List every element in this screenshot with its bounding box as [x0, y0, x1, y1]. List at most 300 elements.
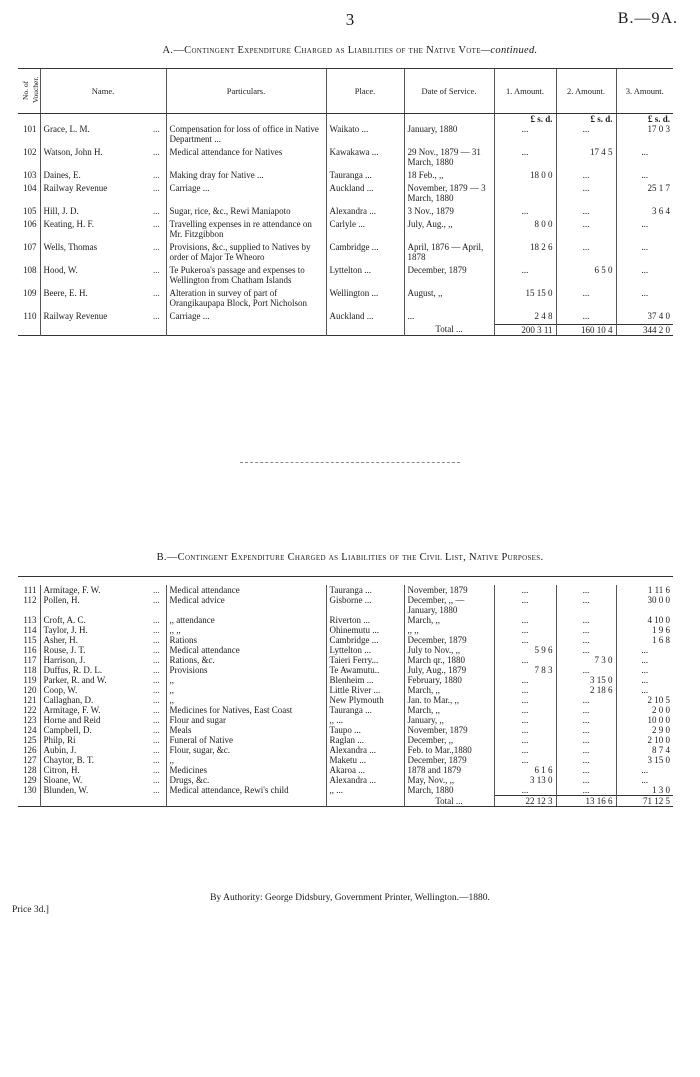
authority-line: By Authority: George Didsbury, Government Printer, Wellington.—1880.	[210, 893, 490, 903]
amount3-cell: 17 0 3	[616, 124, 673, 144]
amount3-cell: 1 9 6	[616, 625, 673, 635]
voucher-number: 102	[23, 147, 37, 157]
amount1-cell: ...	[494, 675, 556, 685]
amount3-cell: 2 10 0	[616, 735, 673, 745]
section-b-title-main: Contingent Expenditure Charged as Liabilities of the Civil List, Native Purposes.	[177, 552, 544, 563]
date-cell: ,, ,,	[404, 625, 494, 635]
place-cell: Blenheim ...	[326, 675, 404, 685]
amount2-cell: ...	[556, 311, 616, 321]
table-row	[18, 675, 673, 685]
particulars-cell: Medical advice	[166, 595, 326, 615]
particulars-cell: Flour, sugar, &c.	[166, 745, 326, 755]
amount3-cell: 2 9 0	[616, 725, 673, 735]
col-voucher-header: No. of Voucher.	[18, 69, 40, 114]
col-amount3-header: 3. Amount.	[616, 69, 673, 114]
date-cell: ...	[404, 311, 494, 321]
table-row	[18, 265, 673, 285]
units-label: £ s. d.	[556, 114, 616, 125]
amount3-cell: 1 3 0	[616, 785, 673, 796]
table-row	[18, 725, 673, 735]
dots: ...	[153, 765, 160, 775]
dots: ...	[153, 685, 160, 695]
section-b-title-prefix: B.—	[156, 552, 178, 563]
date-cell: March qr., 1880	[404, 655, 494, 665]
dots: ...	[153, 615, 160, 625]
place-cell: Tauranga ...	[326, 170, 404, 180]
table-row	[18, 311, 673, 321]
amount2-cell: ...	[556, 765, 616, 775]
col-amount2-header: 2. Amount.	[556, 69, 616, 114]
amount3-cell: 2 0 0	[616, 705, 673, 715]
amount1-cell: ...	[494, 655, 556, 665]
section-a-table	[18, 68, 673, 338]
page-number: 3	[345, 10, 355, 29]
amount2-cell: ...	[556, 625, 616, 635]
payee-name: Parker, R. and W.	[40, 675, 150, 685]
place-cell: Alexandra ...	[326, 745, 404, 755]
date-cell: November, 1879	[404, 585, 494, 595]
units-row	[18, 114, 673, 125]
dots: ...	[153, 242, 160, 252]
place-cell: Cambridge ...	[326, 635, 404, 645]
amount3-cell: 30 0 0	[616, 595, 673, 615]
payee-name: Aubin, J.	[40, 745, 150, 755]
particulars-cell: Medicines for Natives, East Coast	[166, 705, 326, 715]
amount2-cell: ...	[556, 595, 616, 615]
voucher-number: 101	[23, 124, 37, 134]
date-cell: February, 1880	[404, 675, 494, 685]
place-cell: Akaroa ...	[326, 765, 404, 775]
amount2-cell: ...	[556, 785, 616, 796]
voucher-number: 121	[23, 695, 37, 705]
amount1-cell	[494, 183, 556, 203]
payee-name: Watson, John H.	[40, 147, 150, 167]
amount1-cell: ...	[494, 625, 556, 635]
amount2-cell: ...	[556, 735, 616, 745]
date-cell: April, 1876 — April, 1878	[404, 242, 494, 262]
dots: ...	[153, 585, 160, 595]
table-row	[18, 755, 673, 765]
dots: ...	[153, 219, 160, 229]
units-label: £ s. d.	[494, 114, 556, 125]
place-cell: Te Awamutu..	[326, 665, 404, 675]
date-cell: November, 1879	[404, 725, 494, 735]
spacer	[40, 796, 166, 807]
particulars-cell: Medical attendance	[166, 585, 326, 595]
particulars-cell: Provisions	[166, 665, 326, 675]
spacer	[166, 324, 326, 335]
particulars-cell: Alteration in survey of part of Orangikaupapa Block, Port Nicholson	[166, 288, 326, 308]
amount1-cell: ...	[494, 785, 556, 796]
place-cell: Tauranga ...	[326, 705, 404, 715]
particulars-cell: Medicines	[166, 765, 326, 775]
total-label: Total ...	[404, 796, 494, 807]
dots: ...	[153, 311, 160, 321]
section-b-top-rule	[18, 577, 673, 586]
spacer	[326, 796, 404, 807]
dots: ...	[153, 170, 160, 180]
total-amount3: 344 2 0	[616, 324, 673, 335]
voucher-number: 120	[23, 685, 37, 695]
place-cell: Auckland ...	[326, 311, 404, 321]
dots: ...	[153, 665, 160, 675]
voucher-number: 110	[23, 311, 37, 321]
date-cell: May, Nov., ,,	[404, 775, 494, 785]
table-row	[18, 645, 673, 655]
particulars-cell: Sugar, rice, &c., Rewi Maniapoto	[166, 206, 326, 216]
section-a-title-prefix: A.—	[162, 45, 185, 56]
amount1-cell: ...	[494, 695, 556, 705]
amount1-cell: ...	[494, 745, 556, 755]
voucher-number: 116	[23, 645, 37, 655]
dots: ...	[153, 745, 160, 755]
amount3-cell: 25 1 7	[616, 183, 673, 203]
place-cell: Taupo ...	[326, 725, 404, 735]
dots: ...	[153, 288, 160, 298]
dots: ...	[153, 705, 160, 715]
payee-name: Campbell, D.	[40, 725, 150, 735]
place-cell: Kawakawa ...	[326, 147, 404, 167]
voucher-number: 113	[23, 615, 37, 625]
amount2-cell: 6 5 0	[556, 265, 616, 285]
voucher-number: 114	[23, 625, 37, 635]
dots: ...	[153, 755, 160, 765]
particulars-cell: Funeral of Native	[166, 735, 326, 745]
amount2-cell: ...	[556, 615, 616, 625]
amount1-cell: ...	[494, 585, 556, 595]
payee-name: Horne and Reid	[40, 715, 150, 725]
particulars-cell: Carriage ...	[166, 183, 326, 203]
payee-name: Philp, Ri	[40, 735, 150, 745]
particulars-cell: Medical attendance, Rewi's child	[166, 785, 326, 796]
table-row	[18, 685, 673, 695]
payee-name: Callaghan, D.	[40, 695, 150, 705]
payee-name: Blunden, W.	[40, 785, 150, 796]
table-row	[18, 219, 673, 239]
amount1-cell: 8 0 0	[494, 219, 556, 239]
amount3-cell: 8 7 4	[616, 745, 673, 755]
dots: ...	[153, 635, 160, 645]
table-row	[18, 705, 673, 715]
total-amount3: 71 12 5	[616, 796, 673, 807]
dots: ...	[153, 725, 160, 735]
amount1-cell: ...	[494, 735, 556, 745]
voucher-number: 103	[23, 170, 37, 180]
amount1-cell: 18 0 0	[494, 170, 556, 180]
amount2-cell: ...	[556, 695, 616, 705]
particulars-cell: Medical attendance	[166, 645, 326, 655]
amount2-cell: ...	[556, 206, 616, 216]
amount3-cell: 2 10 5	[616, 695, 673, 705]
dots: ...	[153, 183, 160, 193]
payee-name: Keating, H. F.	[40, 219, 150, 239]
amount1-cell: 3 13 0	[494, 775, 556, 785]
dots: ...	[153, 595, 160, 605]
amount3-cell: ...	[616, 765, 673, 775]
dots: ...	[153, 675, 160, 685]
voucher-number: 119	[23, 675, 37, 685]
amount3-cell: ...	[616, 685, 673, 695]
price-label: Price 3d.]	[12, 905, 49, 915]
amount3-cell: ...	[616, 219, 673, 239]
amount1-cell: ...	[494, 685, 556, 695]
place-cell: Riverton ...	[326, 615, 404, 625]
total-amount2: 160 10 4	[556, 324, 616, 335]
place-cell: Raglan ...	[326, 735, 404, 745]
amount2-cell: 17 4 5	[556, 147, 616, 167]
table-row	[18, 595, 673, 615]
amount2-cell: ...	[556, 219, 616, 239]
table-row	[18, 124, 673, 144]
col-amount1-header: 1. Amount.	[494, 69, 556, 114]
voucher-number: 111	[23, 585, 37, 595]
amount3-cell: ...	[616, 147, 673, 167]
spacer	[40, 324, 166, 335]
voucher-number: 109	[23, 288, 37, 298]
amount1-cell: ...	[494, 147, 556, 167]
voucher-number: 123	[23, 715, 37, 725]
payee-name: Rouse, J. T.	[40, 645, 150, 655]
units-label: £ s. d.	[616, 114, 673, 125]
dots: ...	[153, 124, 160, 134]
amount1-cell: 18 2 6	[494, 242, 556, 262]
table-row	[18, 147, 673, 167]
particulars-cell: Drugs, &c.	[166, 775, 326, 785]
col-particulars-header: Particulars.	[166, 69, 326, 114]
voucher-number: 129	[23, 775, 37, 785]
amount1-cell: 15 15 0	[494, 288, 556, 308]
dots: ...	[153, 147, 160, 157]
payee-name: Grace, L. M.	[40, 124, 150, 144]
amount2-cell: ...	[556, 242, 616, 262]
particulars-cell: Carriage ...	[166, 311, 326, 321]
table-row	[18, 170, 673, 180]
amount2-cell: ...	[556, 775, 616, 785]
table-row	[18, 288, 673, 308]
amount1-cell: ...	[494, 635, 556, 645]
amount1-cell: ...	[494, 265, 556, 285]
amount2-cell: ...	[556, 755, 616, 765]
particulars-cell: Travelling expenses in re attendance on Mr. Fitzgibbon	[166, 219, 326, 239]
date-cell: December, 1879	[404, 755, 494, 765]
amount2-cell: ...	[556, 715, 616, 725]
place-cell: ,, ...	[326, 715, 404, 725]
col-name-header: Name.	[40, 69, 166, 114]
amount2-cell: ...	[556, 635, 616, 645]
amount1-cell: ...	[494, 725, 556, 735]
date-cell: Jan. to Mar., ,,	[404, 695, 494, 705]
particulars-cell: ,, ,,	[166, 625, 326, 635]
voucher-number: 124	[23, 725, 37, 735]
voucher-number: 112	[23, 595, 37, 605]
date-cell: July, Aug., 1879	[404, 665, 494, 675]
particulars-cell: ,,	[166, 755, 326, 765]
voucher-number: 115	[23, 635, 37, 645]
amount1-cell: ...	[494, 124, 556, 144]
amount2-cell: ...	[556, 725, 616, 735]
particulars-cell: ,,	[166, 675, 326, 685]
table-row	[18, 745, 673, 755]
amount1-cell: ...	[494, 755, 556, 765]
payee-name: Railway Revenue	[40, 311, 150, 321]
place-cell: Lyttelton ...	[326, 645, 404, 655]
table-bottom-rule	[18, 807, 673, 810]
section-divider	[240, 462, 460, 463]
voucher-number: 106	[23, 219, 37, 229]
voucher-number: 125	[23, 735, 37, 745]
spacer	[166, 796, 326, 807]
particulars-cell: Meals	[166, 725, 326, 735]
table-bottom-rule	[18, 335, 673, 338]
place-cell: Waikato ...	[326, 124, 404, 144]
particulars-cell: Rations, &c.	[166, 655, 326, 665]
voucher-number: 104	[23, 183, 37, 193]
table-row	[18, 735, 673, 745]
total-amount1: 22 12 3	[494, 796, 556, 807]
dots: ...	[153, 625, 160, 635]
amount3-cell: ...	[616, 265, 673, 285]
table-row	[18, 655, 673, 665]
amount1-cell: ...	[494, 705, 556, 715]
amount3-cell: 3 6 4	[616, 206, 673, 216]
table-row	[18, 183, 673, 203]
voucher-number: 126	[23, 745, 37, 755]
amount1-cell: ...	[494, 595, 556, 615]
voucher-number: 118	[23, 665, 37, 675]
place-cell: Alexandra ...	[326, 775, 404, 785]
amount2-cell: ...	[556, 665, 616, 675]
amount3-cell: ...	[616, 170, 673, 180]
payee-name: Citron, H.	[40, 765, 150, 775]
payee-name: Pollen, H.	[40, 595, 150, 615]
section-a-title-suffix: —continued.	[480, 45, 538, 56]
voucher-number: 127	[23, 755, 37, 765]
amount3-cell: ...	[616, 655, 673, 665]
section-b-table	[18, 576, 673, 809]
amount2-cell: ...	[556, 288, 616, 308]
particulars-cell: Rations	[166, 635, 326, 645]
col-place-header: Place.	[326, 69, 404, 114]
amount2-cell: ...	[556, 183, 616, 203]
dots: ...	[153, 715, 160, 725]
amount2-cell: 7 3 0	[556, 655, 616, 665]
payee-name: Hood, W.	[40, 265, 150, 285]
amount2-cell: ...	[556, 124, 616, 144]
payee-name: Armitage, F. W.	[40, 585, 150, 595]
dots: ...	[153, 695, 160, 705]
voucher-number: 122	[23, 705, 37, 715]
amount1-cell: 7 8 3	[494, 665, 556, 675]
place-cell: Ohinemutu ...	[326, 625, 404, 635]
payee-name: Croft, A. C.	[40, 615, 150, 625]
voucher-number: 117	[23, 655, 37, 665]
spacer	[18, 324, 40, 335]
dots: ...	[153, 265, 160, 275]
total-label: Total ...	[404, 324, 494, 335]
date-cell: Feb. to Mar.,1880	[404, 745, 494, 755]
particulars-cell: Te Pukeroa's passage and expenses to Wellington from Chatham Islands	[166, 265, 326, 285]
date-cell: December, ,, — January, 1880	[404, 595, 494, 615]
total-row	[18, 324, 673, 335]
date-cell: 29 Nov., 1879 — 31 March, 1880	[404, 147, 494, 167]
amount2-cell: 2 18 6	[556, 685, 616, 695]
amount3-cell: ...	[616, 675, 673, 685]
voucher-number: 105	[23, 206, 37, 216]
section-a-header-row	[18, 69, 673, 114]
date-cell: 18 Feb., ,,	[404, 170, 494, 180]
amount2-cell: ...	[556, 170, 616, 180]
table-row	[18, 615, 673, 625]
date-cell: 3 Nov., 1879	[404, 206, 494, 216]
place-cell: Lyttelton ...	[326, 265, 404, 285]
place-cell: Gisborne ...	[326, 595, 404, 615]
date-cell: July to Nov., ,,	[404, 645, 494, 655]
particulars-cell: ,,	[166, 695, 326, 705]
place-cell: Alexandra ...	[326, 206, 404, 216]
total-amount2: 13 16 6	[556, 796, 616, 807]
dots: ...	[153, 655, 160, 665]
place-cell: Carlyle ...	[326, 219, 404, 239]
amount3-cell: 4 10 0	[616, 615, 673, 625]
payee-name: Daines, E.	[40, 170, 150, 180]
particulars-cell: Compensation for loss of office in Native Department ...	[166, 124, 326, 144]
date-cell: November, 1879 — 3 March, 1880	[404, 183, 494, 203]
dots: ...	[153, 206, 160, 216]
dots: ...	[153, 775, 160, 785]
voucher-number: 130	[23, 785, 37, 795]
table-row	[18, 242, 673, 262]
place-cell: Maketu ...	[326, 755, 404, 765]
date-cell: December, 1879	[404, 635, 494, 645]
total-row	[18, 796, 673, 807]
particulars-cell: Flour and sugar	[166, 715, 326, 725]
place-cell: New Plymouth	[326, 695, 404, 705]
table-row	[18, 585, 673, 595]
document-code: B.—9A.	[617, 10, 678, 27]
particulars-cell: ,,	[166, 685, 326, 695]
payee-name: Chaytor, B. T.	[40, 755, 150, 765]
amount3-cell: ...	[616, 665, 673, 675]
date-cell: 1878 and 1879	[404, 765, 494, 775]
dots: ...	[153, 785, 160, 795]
voucher-number: 107	[23, 242, 37, 252]
payee-name: Armitage, F. W.	[40, 705, 150, 715]
voucher-number: 128	[23, 765, 37, 775]
place-cell: Tauranga ...	[326, 585, 404, 595]
amount3-cell: 1 6 8	[616, 635, 673, 645]
dots: ...	[153, 645, 160, 655]
section-b-title	[0, 552, 700, 563]
table-row	[18, 635, 673, 645]
date-cell: March, ,,	[404, 685, 494, 695]
date-cell: March, ,,	[404, 615, 494, 625]
table-row	[18, 206, 673, 216]
payee-name: Asher, H.	[40, 635, 150, 645]
spacer	[18, 796, 40, 807]
date-cell: December, 1879	[404, 265, 494, 285]
date-cell: July, Aug., ,,	[404, 219, 494, 239]
payee-name: Taylor, J. H.	[40, 625, 150, 635]
date-cell: January, ,,	[404, 715, 494, 725]
date-cell: March, ,,	[404, 705, 494, 715]
table-row	[18, 785, 673, 796]
amount3-cell: ...	[616, 288, 673, 308]
amount1-cell: ...	[494, 615, 556, 625]
payee-name: Beere, E. H.	[40, 288, 150, 308]
payee-name: Wells, Thomas	[40, 242, 150, 262]
amount1-cell: ...	[494, 715, 556, 725]
voucher-number: 108	[23, 265, 37, 275]
